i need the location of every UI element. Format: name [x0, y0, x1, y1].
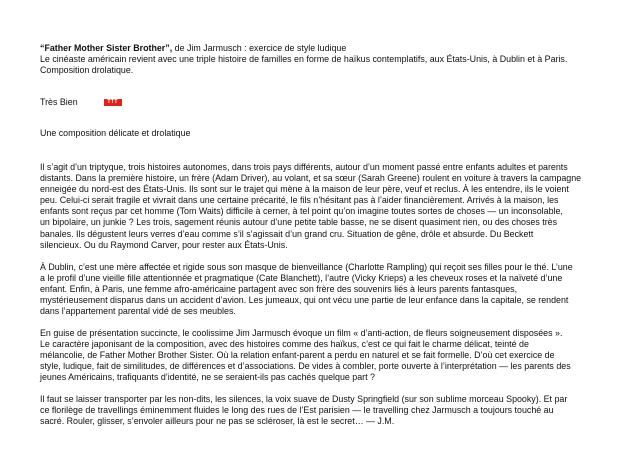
article-headline: [40, 43, 600, 54]
paragraph-line: ce florilège de travellings éminemment fluides le long des rues de l’Est parisien — le travelling chez Jarmusch a toujours touché au: [40, 405, 554, 416]
paragraph-line: distants. Dans la première histoire, un frère (Adam Driver), au volant, et sa sœur (Sarah Greene) roulent en voiture à travers la campagne: [40, 173, 582, 184]
paragraph-line: sacré. Rouler, glisser, s’envoler ailleurs pour ne pas se scléroser, là est le secret… — J.M.: [40, 416, 395, 427]
body-paragraph-3: [40, 328, 600, 383]
paragraph-line: Il s’agit d’un triptyque, trois histoires autonomes, dans trois pays différents, autour d’un moment passé entre enfants adultes et parents: [40, 162, 568, 173]
rating-label: Très Bien: [40, 97, 78, 108]
paragraph-line: mélancolie, de Father Mother Brother Sister. Où la relation enfant-parent a perdu en naturel et se fait formelle. D’où cet exercice de: [40, 349, 555, 360]
lede-line: Composition drolatique.: [40, 65, 134, 76]
body-paragraph-1: [40, 162, 600, 250]
paragraph-line: mystérieusement disparus dans un accident d’avion. Les jumeaux, qui ont vécu une partie de leur enfance dans la capitale, se rendent: [40, 294, 569, 305]
rating: [40, 97, 600, 108]
paragraph-line: enfant. Enfin, à Paris, une femme afro-américaine partagent avec son frère des souvenirs liés à leurs parents fantasques,: [40, 283, 518, 294]
rating-badge-icon: TTT: [104, 99, 122, 106]
paragraph-line: dans l’appartement parental vidé de ses meubles.: [40, 305, 236, 316]
paragraph-line: jeunes Américains, trafiquants d’identité, ne se seraient-ils pas cachés quelque part ?: [40, 372, 375, 383]
body-paragraph-4: [40, 394, 600, 427]
paragraph-line: enneigée du nord-est des États-Unis. Ils sont sur le trajet qui mène à la maison de leur père, veuf et reclus. À les entendre, ils le voient: [40, 184, 569, 195]
paragraph-line: style, ludique, fait de similitudes, de différences et d’associations. De vides à combler, porte ouverte à l’interprétation — les parents des: [40, 360, 571, 371]
paragraph-line: Le caractère japonisant de la composition, avec des histoires comme des haïkus, c’est ce qui fait le charme délicat, teinté de: [40, 338, 529, 349]
paragraph-line: À Dublin, c’est une mère affectée et rigide sous son masque de bienveillance (Charlotte Rampling) qui reçoit ses filles pour le thé. L’une: [40, 261, 573, 272]
lede-line: Le cinéaste américain revient avec une triple histoire de familles en forme de haïkus contemplatifs, aux États-Unis, à Dublin et à Paris.: [40, 54, 568, 65]
article-subhead: Une composition délicate et drolatique: [40, 128, 191, 139]
paragraph-line: Il faut se laisser transporter par les non-dits, les silences, la voix suave de Dusty Springfield (sur son sublime morceau Spooky). Et par: [40, 394, 568, 405]
headline-suffix: de Jim Jarmusch : exercice de style ludique: [172, 43, 347, 53]
paragraph-line: a le profil d’une vieille fille attentionnée et pragmatique (Cate Blanchett), l’autre (Vicky Krieps) a les cheveux roses et la naïveté d’une: [40, 272, 563, 283]
paragraph-line: peu. Celui-ci serait fragile et vivrait dans une certaine précarité, le fils n’hésitant pas à l’aider financièrement. Arrivés à la maison, les: [40, 195, 559, 206]
paragraph-line: un bipolaire, un junkie ? Les trois, sagement réunis autour d’une petite table basse, ne se disent quasiment rien, ou des choses très: [40, 217, 558, 228]
paragraph-line: banales. Ils dégustent leurs verres d’eau comme s’il s’agissait d’un grand cru. Situation de gêne, drôle et absurde. Du Beckett: [40, 228, 534, 239]
paragraph-line: enfants sont reçus par cet homme (Tom Waits) difficile à cerner, à tel point qu’on imagine toutes sortes de choses — un inconsolable,: [40, 206, 563, 217]
film-title: “Father Mother Sister Brother”,: [40, 43, 173, 53]
paragraph-line: En guise de présentation succincte, le coolissime Jim Jarmusch évoque un film « d’anti-action, de fleurs soigneusement disposées ».: [40, 327, 563, 338]
paragraph-line: silencieux. Ou du Raymond Carver, pour rester aux États-Unis.: [40, 239, 288, 250]
body-paragraph-2: [40, 262, 600, 317]
article-lede: [40, 54, 600, 76]
